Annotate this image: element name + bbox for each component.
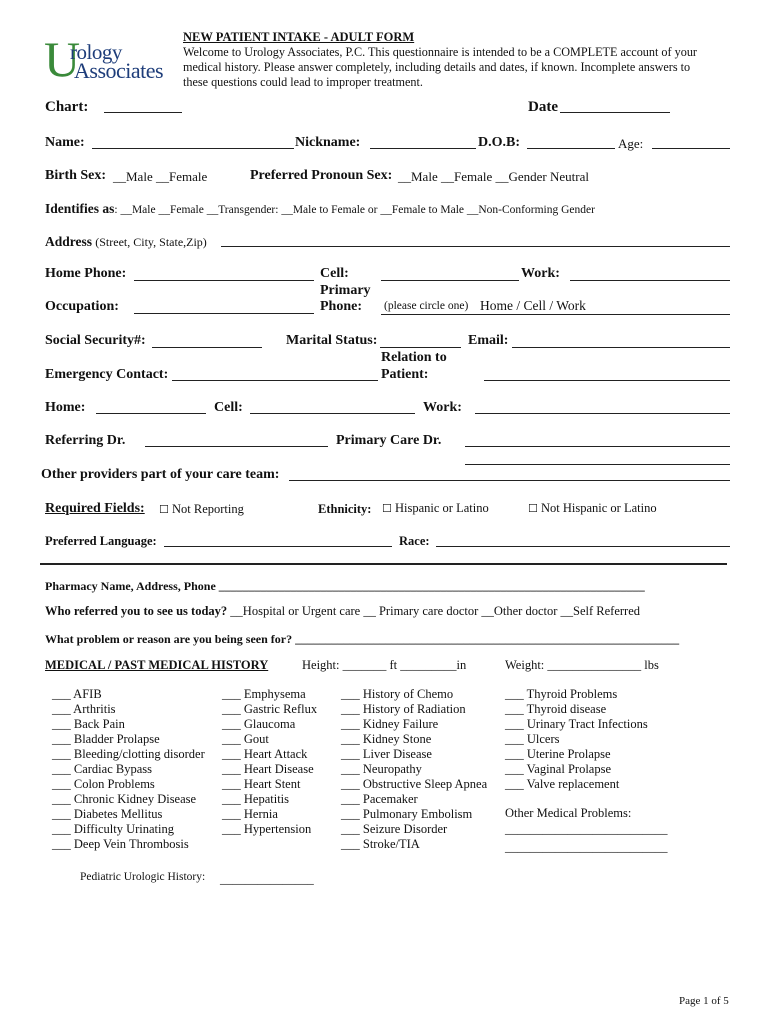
condition-item[interactable]: ___ Gastric Reflux <box>222 702 318 716</box>
condition-item[interactable]: ___ Neuropathy <box>341 762 422 776</box>
height-field[interactable]: Height: _______ ft _________in <box>302 658 467 672</box>
history-title: MEDICAL / PAST MEDICAL HISTORY <box>45 658 269 672</box>
condition-item[interactable]: ___ Difficulty Urinating <box>52 822 174 836</box>
work2-label: Work: <box>423 400 462 415</box>
other-providers-field[interactable] <box>289 480 730 481</box>
cell-field[interactable] <box>381 280 519 281</box>
condition-item[interactable]: ___ Cardiac Bypass <box>52 762 152 776</box>
relation-field[interactable] <box>484 380 730 381</box>
other-problems-line-1[interactable]: __________________________ <box>505 822 668 836</box>
pediatric-label: Pediatric Urologic History: <box>80 871 206 883</box>
required-fields-label: Required Fields: <box>45 501 145 516</box>
primary-phone-options[interactable]: Home / Cell / Work <box>480 298 586 313</box>
email-field[interactable] <box>512 347 730 348</box>
emergency-label: Emergency Contact: <box>45 367 169 382</box>
address-label: Address <box>45 234 93 249</box>
logo-word2: Associates <box>74 58 164 83</box>
age-label: Age: <box>618 136 644 151</box>
occupation-field[interactable] <box>134 313 314 314</box>
not-hispanic-text: Not Hispanic or Latino <box>541 501 657 515</box>
hispanic-option[interactable] <box>382 501 489 516</box>
referring-label: Referring Dr. <box>45 433 126 448</box>
intro-line-2: medical history. Please answer completely, including details and dates, if known. Incomplete answers to <box>183 60 691 74</box>
conditions-col-2 <box>222 687 317 837</box>
birth-sex-label: Birth Sex: <box>45 168 107 183</box>
dob-label: D.O.B: <box>478 135 520 150</box>
pediatric-field[interactable]: _______________ <box>220 872 314 886</box>
checkbox-icon[interactable]: ☐ <box>528 502 538 515</box>
condition-item[interactable]: ___ Ulcers <box>505 732 560 746</box>
checkbox-icon[interactable]: ☐ <box>159 503 169 516</box>
age-field[interactable] <box>652 148 730 149</box>
condition-item[interactable]: ___ Bladder Prolapse <box>52 732 160 746</box>
patient-label: Patient: <box>381 367 429 382</box>
nickname-field[interactable] <box>370 148 476 149</box>
address-row <box>45 234 207 250</box>
relation-label: Relation to <box>381 350 447 365</box>
date-field[interactable] <box>560 112 670 113</box>
condition-item[interactable]: ___ Chronic Kidney Disease <box>52 792 197 806</box>
referring-field[interactable] <box>145 446 328 447</box>
race-label: Race: <box>399 534 430 548</box>
weight-field[interactable]: Weight: _______________ lbs <box>505 658 659 672</box>
conditions-col-1 <box>52 687 205 852</box>
condition-item[interactable]: ___ Hepatitis <box>222 792 290 806</box>
logo-letter: U <box>44 31 81 87</box>
other-problems-label: Other Medical Problems: <box>505 806 632 820</box>
condition-item[interactable]: ___ Stroke/TIA <box>341 837 420 851</box>
condition-item[interactable]: ___ Vaginal Prolapse <box>505 762 612 776</box>
pronoun-label: Preferred Pronoun Sex: <box>250 168 393 183</box>
condition-item[interactable]: ___ Pulmonary Embolism <box>341 807 473 821</box>
condition-item[interactable]: ___ History of Radiation <box>341 702 466 716</box>
who-referred-options[interactable]: __Hospital or Urgent care __ Primary care doctor __Other doctor __Self Referred <box>230 604 640 618</box>
primary-phone-line <box>381 314 730 315</box>
race-field[interactable] <box>436 546 730 547</box>
not-reporting-text: Not Reporting <box>172 502 244 516</box>
date-label: Date <box>528 99 558 115</box>
conditions-col-3 <box>341 687 487 852</box>
emergency-field[interactable] <box>172 380 378 381</box>
not-hispanic-option[interactable] <box>528 501 657 516</box>
who-referred-label: Who referred you to see us today? <box>45 604 228 618</box>
condition-item[interactable]: ___ Urinary Tract Infections <box>505 717 648 731</box>
marital-field[interactable] <box>380 347 461 348</box>
cell-label: Cell: <box>320 266 349 281</box>
condition-item[interactable]: ___ AFIB <box>52 687 102 701</box>
primary-care-label: Primary Care Dr. <box>336 433 442 448</box>
chart-label: Chart: <box>45 99 89 115</box>
home-label: Home: <box>45 400 86 415</box>
condition-item[interactable]: ___ Hernia <box>222 807 278 821</box>
condition-item[interactable]: ___ Hypertension <box>222 822 312 836</box>
ssn-field[interactable] <box>152 347 262 348</box>
language-field[interactable] <box>164 546 392 547</box>
marital-label: Marital Status: <box>286 333 378 348</box>
identifies-options[interactable]: : __Male __Female __Transgender: __Male to Female or __Female to Male __Non-Conforming Gender <box>114 204 595 216</box>
condition-item[interactable]: ___ Back Pain <box>52 717 125 731</box>
home-phone-field[interactable] <box>134 280 314 281</box>
phone-label: Phone: <box>320 299 362 314</box>
pronoun-options[interactable]: __Male __Female __Gender Neutral <box>398 169 589 184</box>
intro-line-3: these questions could lead to improper treatment. <box>183 75 423 89</box>
identifies-row[interactable] <box>45 201 595 217</box>
name-field[interactable] <box>92 148 294 149</box>
primary-care-field[interactable] <box>465 446 730 447</box>
checkbox-icon[interactable]: ☐ <box>382 502 392 515</box>
name-label: Name: <box>45 135 85 150</box>
pharmacy-label[interactable]: Pharmacy Name, Address, Phone _______________________________________________________________________ <box>45 579 645 593</box>
condition-item[interactable]: ___ Deep Vein Thrombosis <box>52 837 189 851</box>
condition-item[interactable]: ___ Glaucoma <box>222 717 296 731</box>
problem-label[interactable]: What problem or reason are you being seen for? ________________________________________________________________ <box>45 632 680 646</box>
work-field[interactable] <box>570 280 730 281</box>
condition-item[interactable]: ___ Kidney Stone <box>341 732 432 746</box>
ethnicity-label: Ethnicity: <box>318 502 372 516</box>
chart-field[interactable] <box>104 112 182 113</box>
condition-item[interactable]: ___ Valve replacement <box>505 777 620 791</box>
section-divider <box>40 563 727 565</box>
condition-item[interactable]: ___ Thyroid Problems <box>505 687 618 701</box>
work-label: Work: <box>521 266 560 281</box>
identifies-label: Identifies as <box>45 201 115 216</box>
primary-care-field-2[interactable] <box>465 464 730 465</box>
logo-word1: rology <box>70 40 122 64</box>
page-number: Page 1 of 5 <box>679 995 729 1007</box>
home-phone-label: Home Phone: <box>45 266 127 281</box>
condition-item[interactable]: ___ Uterine Prolapse <box>505 747 611 761</box>
condition-item[interactable]: ___ Diabetes Mellitus <box>52 807 163 821</box>
birth-sex-options[interactable]: __Male __Female <box>113 169 208 184</box>
dob-field[interactable] <box>527 148 615 149</box>
home-field[interactable] <box>96 413 206 414</box>
condition-item[interactable]: ___ Heart Stent <box>222 777 301 791</box>
hispanic-text: Hispanic or Latino <box>395 501 489 515</box>
condition-item[interactable]: ___ Colon Problems <box>52 777 155 791</box>
condition-item[interactable]: ___ Obstructive Sleep Apnea <box>341 777 488 791</box>
condition-item[interactable]: ___ Thyroid disease <box>505 702 607 716</box>
condition-item[interactable]: ___ Heart Attack <box>222 747 308 761</box>
urology-associates-logo <box>44 31 176 87</box>
nickname-label: Nickname: <box>295 135 361 150</box>
work2-field[interactable] <box>475 413 730 414</box>
who-referred-row <box>45 604 640 619</box>
other-problems-line-2[interactable]: __________________________ <box>505 840 668 854</box>
cell2-label: Cell: <box>214 400 243 415</box>
address-hint: (Street, City, State,Zip) <box>95 235 207 249</box>
condition-item[interactable]: ___ Heart Disease <box>222 762 314 776</box>
language-label: Preferred Language: <box>45 534 157 548</box>
conditions-col-4 <box>505 687 648 792</box>
condition-item[interactable]: ___ Gout <box>222 732 269 746</box>
other-providers-label: Other providers part of your care team: <box>41 467 280 482</box>
address-field[interactable] <box>221 246 730 247</box>
circle-one-hint: (please circle one) <box>384 300 469 312</box>
intro-line-1: Welcome to Urology Associates, P.C. This questionnaire is intended to be a COMPLETE account of your <box>183 45 697 59</box>
cell2-field[interactable] <box>250 413 415 414</box>
condition-item[interactable]: ___ Pacemaker <box>341 792 418 806</box>
condition-item[interactable]: ___ Emphysema <box>222 687 306 701</box>
condition-item[interactable]: ___ Liver Disease <box>341 747 432 761</box>
primary-label: Primary <box>320 283 371 298</box>
condition-item[interactable]: ___ Arthritis <box>52 702 116 716</box>
condition-item[interactable]: ___ Seizure Disorder <box>341 822 448 836</box>
condition-item[interactable]: ___ History of Chemo <box>341 687 454 701</box>
condition-item[interactable]: ___ Kidney Failure <box>341 717 439 731</box>
not-reporting-option[interactable] <box>159 502 244 517</box>
occupation-label: Occupation: <box>45 299 119 314</box>
ssn-label: Social Security#: <box>45 333 146 348</box>
email-label: Email: <box>468 333 509 348</box>
condition-item[interactable]: ___ Bleeding/clotting disorder <box>52 747 205 761</box>
form-title: NEW PATIENT INTAKE - ADULT FORM <box>183 30 415 44</box>
